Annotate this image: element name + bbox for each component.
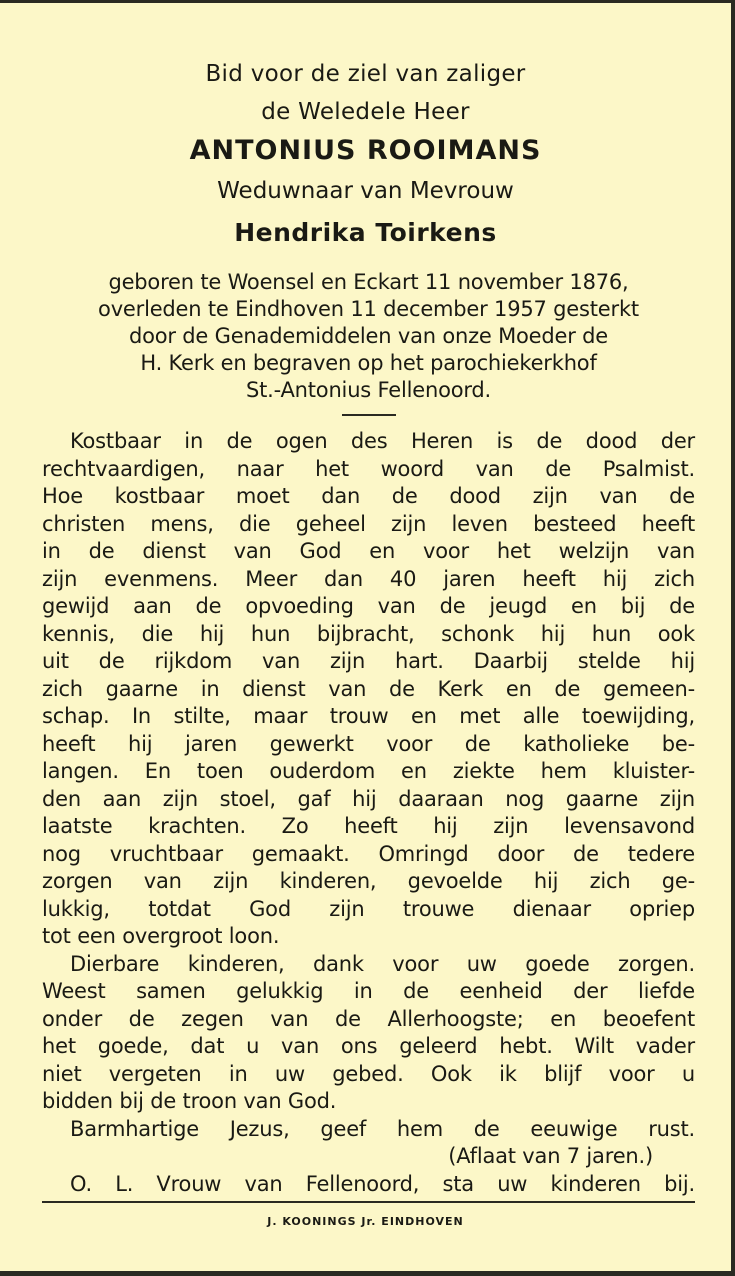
text-line: langen. En toen ouderdom en ziekte hem kluister-: [42, 759, 695, 783]
text-line: tot een overgroot loon.: [42, 924, 280, 948]
eulogy-text: [42, 428, 695, 1198]
text-line: laatste krachten. Zo heeft hij zijn levensavond: [42, 814, 695, 838]
life-details: [42, 269, 695, 404]
text-line: zijn evenmens. Meer dan 40 jaren heeft hij zich: [42, 566, 695, 591]
text-line: kennis, die hij hun bijbracht, schonk hij hun ook: [42, 621, 695, 646]
text-line: zich gaarne in dienst van de Kerk en de gemeen-: [42, 676, 695, 701]
detail-line: St.-Antonius Fellenoord.: [245, 378, 492, 402]
text-line: in de dienst van God en voor het welzijn van: [42, 539, 695, 563]
text-line: gewijd aan de opvoeding van de jeugd en bij de: [42, 594, 695, 618]
deceased-name: ANTONIUS ROOIMANS: [189, 135, 542, 166]
detail-line: geboren te Woensel en Eckart 11 november 1876,: [108, 270, 629, 294]
indulgence-note: (Aflaat van 7 jaren.): [448, 1144, 653, 1168]
text-line: lukkig, totdat God zijn trouwe dienaar opriep: [42, 896, 695, 921]
prayer-intro: Bid voor de ziel van zaliger: [205, 61, 526, 87]
spouse-name: Hendrika Toirkens: [234, 218, 497, 247]
text-line: niet vergeten in uw gebed. Ook ik blijf voor u: [42, 1061, 695, 1086]
text-line: schap. In stilte, maar trouw en met alle toewijding,: [42, 704, 695, 728]
card-header: [0, 55, 731, 255]
printer-credit: J. KOONINGS Jr. EINDHOVEN: [267, 1215, 464, 1228]
text-line: Dierbare kinderen, dank voor uw goede zorgen.: [70, 951, 695, 976]
widow-line: Weduwnaar van Mevrouw: [217, 178, 514, 204]
detail-line: overleden te Eindhoven 11 december 1957 gesterkt: [98, 297, 639, 321]
closing-prayer: Barmhartige Jezus, geef hem de eeuwige rust.: [70, 1116, 695, 1141]
text-line: zorgen van zijn kinderen, gevoelde hij zich ge-: [42, 869, 695, 893]
text-line: bidden bij de troon van God.: [42, 1089, 337, 1113]
text-line: Hoe kostbaar moet dan de dood zijn van de: [42, 484, 695, 508]
text-line: nog vruchtbaar gemaakt. Omringd door de tedere: [42, 841, 695, 866]
detail-line: door de Genademiddelen van onze Moeder de: [128, 324, 609, 348]
text-line: Weest samen gelukkig in de eenheid der liefde: [42, 979, 695, 1003]
text-line: uit de rijkdom van zijn hart. Daarbij stelde hij: [42, 649, 695, 673]
text-line: christen mens, die geheel zijn leven besteed heeft: [42, 511, 695, 536]
divider: [342, 414, 396, 416]
bottom-rule: [42, 1201, 695, 1203]
text-line: den aan zijn stoel, gaf hij daaraan nog gaarne zijn: [42, 786, 695, 811]
text-line: het goede, dat u van ons geleerd hebt. Wilt vader: [42, 1034, 695, 1058]
detail-line: H. Kerk en begraven op het parochiekerkhof: [140, 351, 597, 375]
text-line: Kostbaar in de ogen des Heren is de dood der: [70, 429, 695, 453]
text-line: onder de zegen van de Allerhoogste; en beoefent: [42, 1006, 695, 1031]
honorific: de Weledele Heer: [261, 99, 470, 125]
invocation: O. L. Vrouw van Fellenoord, sta uw kinderen bij.: [70, 1171, 695, 1196]
text-line: heeft hij jaren gewerkt voor de katholieke be-: [42, 731, 695, 756]
text-line: rechtvaardigen, naar het woord van de Psalmist.: [42, 456, 695, 481]
